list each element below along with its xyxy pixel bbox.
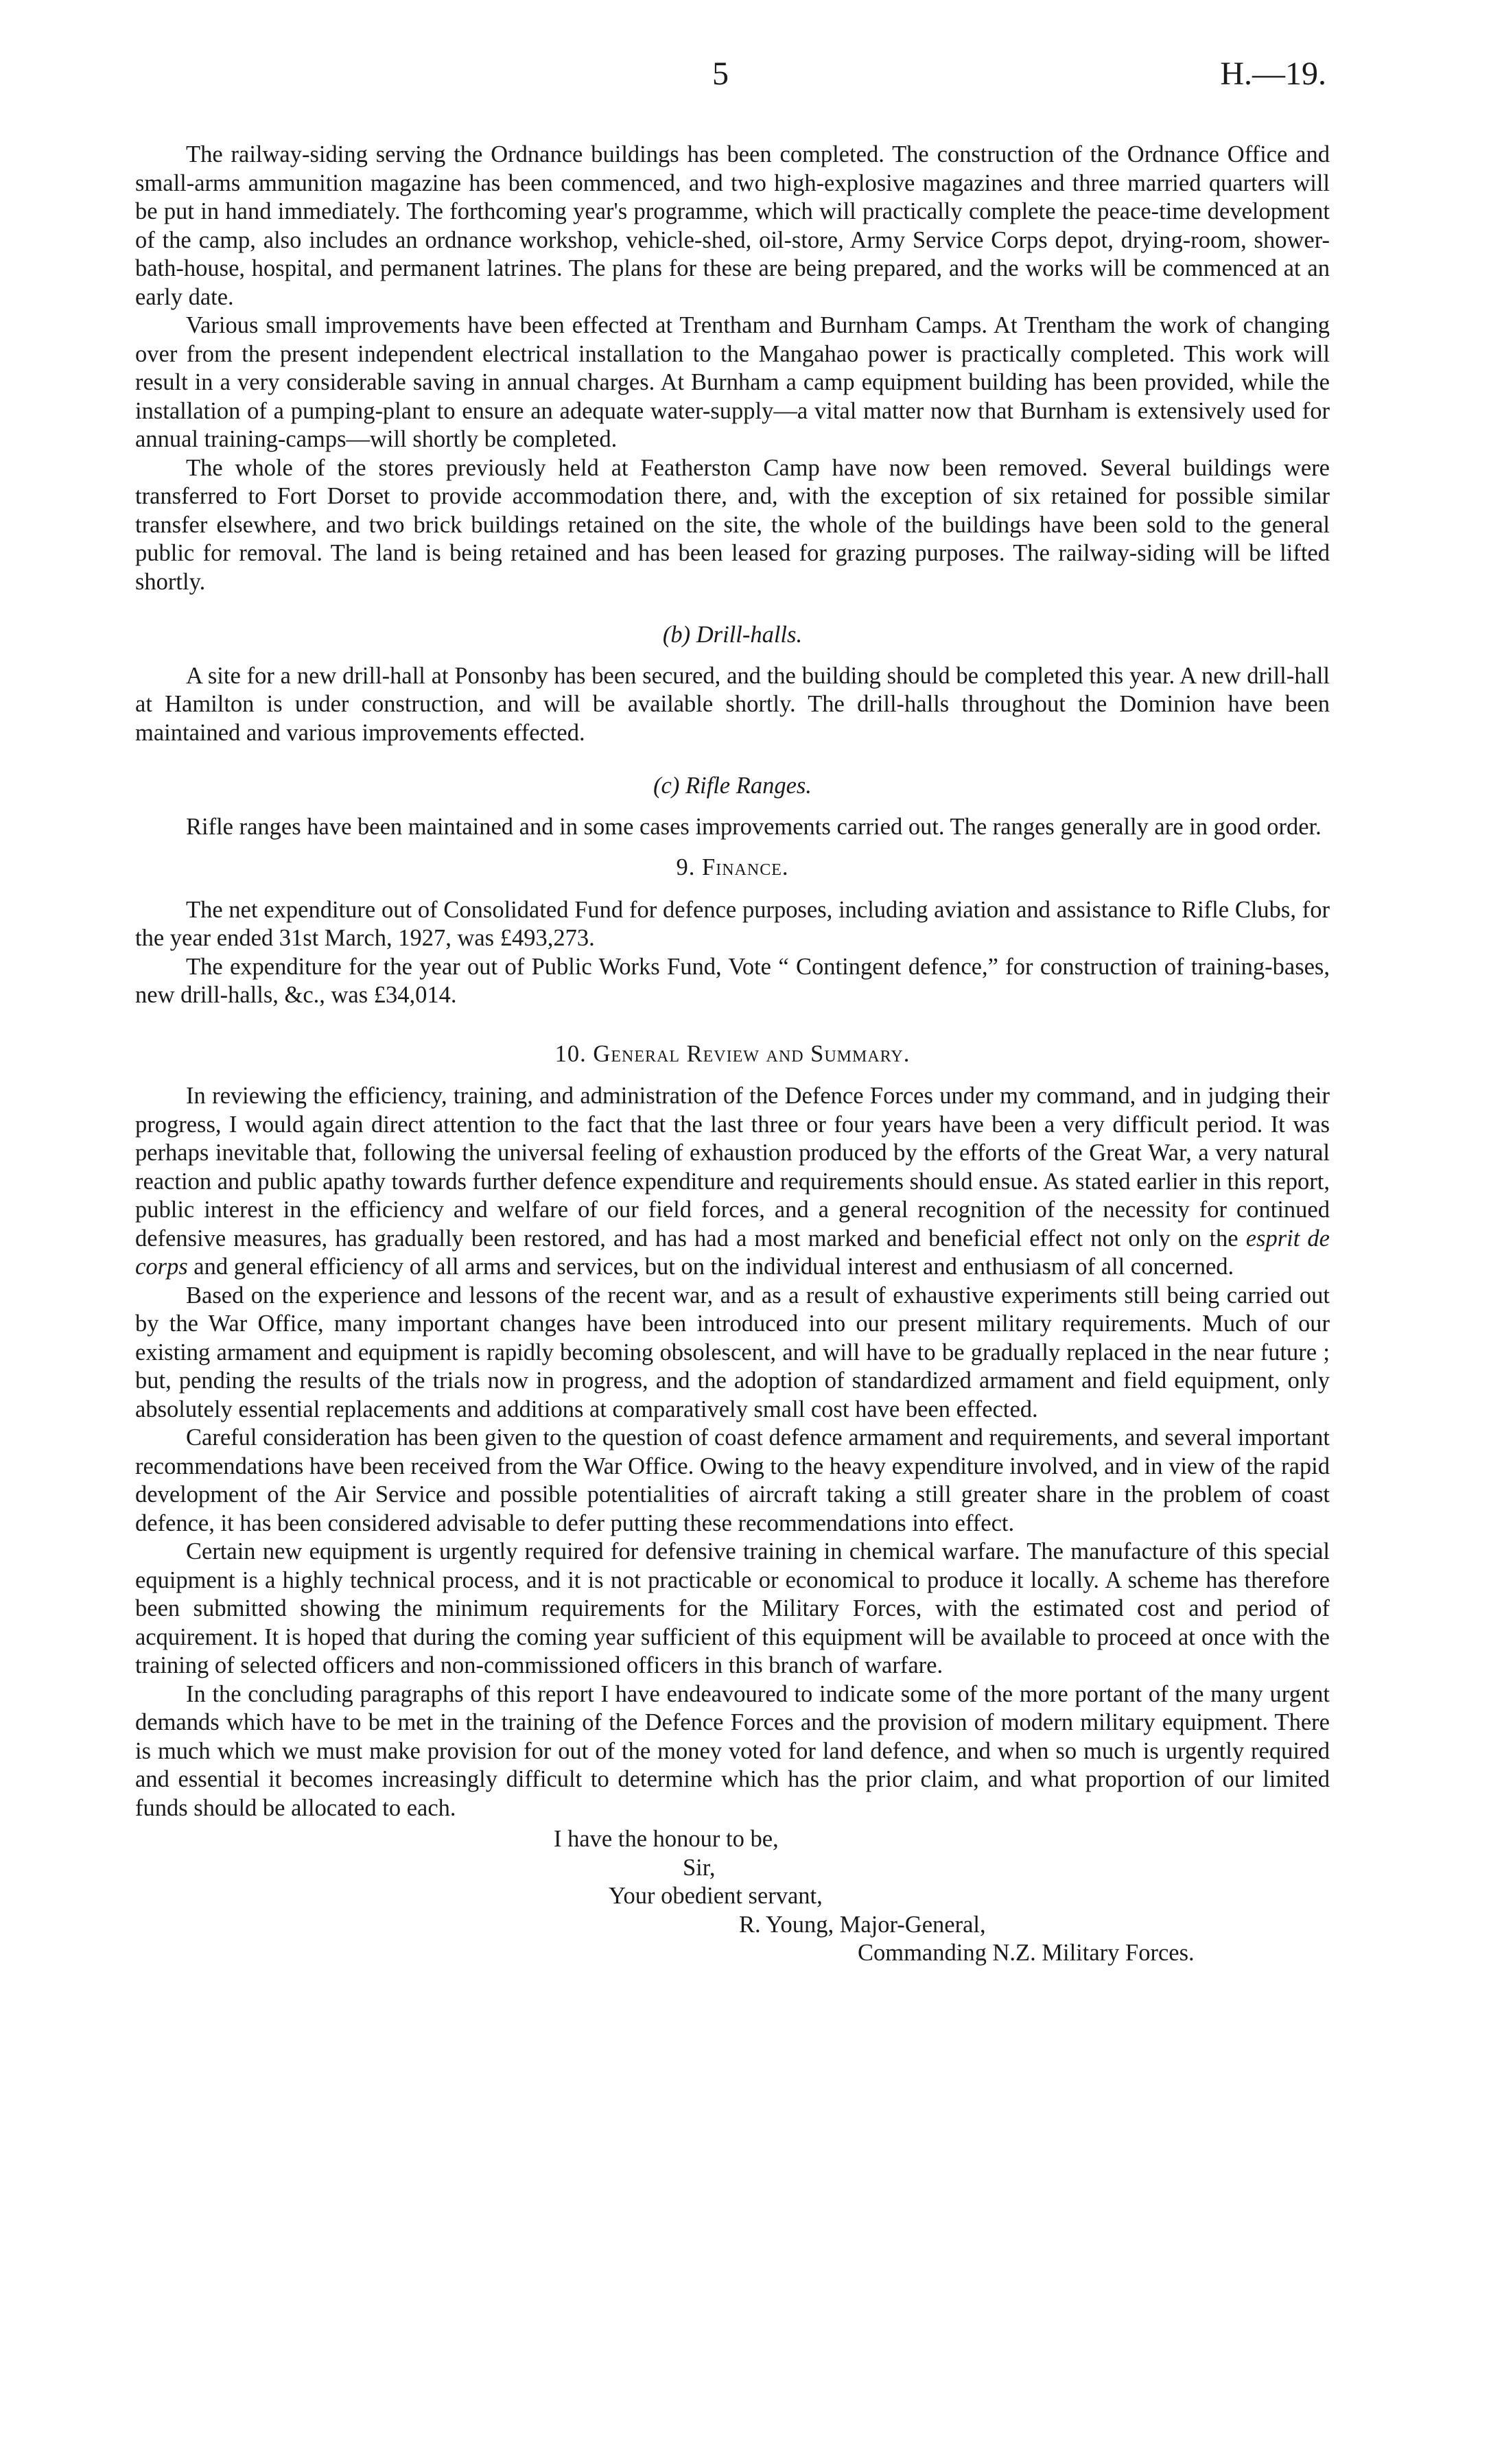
paragraph: Careful consideration has been given to the question of coast defence armament and requirements, and several important recommendations have been received from the War Office. Owing to the heavy expenditure involved, and in view of the rapid development of the Air Service and possible potentialities of aircraft taking a still greater share in the problem of coast defence, it has been considered advisable to defer putting these recommendations into effect. bbox=[135, 1424, 1330, 1536]
paragraph-text: and general efficiency of all arms and services, but on the individual interest and enthusiasm of all concerned. bbox=[187, 1254, 1234, 1280]
paragraph: Rifle ranges have been maintained and in some cases improvements carried out. The ranges generally are in good order. bbox=[186, 813, 1322, 840]
document-reference: H.—19. bbox=[1220, 56, 1326, 92]
signatory-title: Commanding N.Z. Military Forces. bbox=[858, 1940, 1195, 1966]
closing-line: Your obedient servant, bbox=[609, 1883, 823, 1909]
body-text bbox=[135, 141, 1330, 1968]
paragraph bbox=[135, 1082, 1330, 1282]
page-number: 5 bbox=[712, 56, 729, 92]
paragraph: The expenditure for the year out of Public Works Fund, Vote “ Contingent defence,” for construction of training-bases, new drill-halls, &c., was £34,014. bbox=[135, 953, 1330, 1008]
paragraph-text: In reviewing the efficiency, training, and administration of the Defence Forces under my command, and in judging their progress, I would again direct attention to the fact that the last three or four years have been a very difficult period. It was perhaps inevitable that, following the universal feeling of exhaustion produced by the efforts of the Great War, a very natural reaction and public apathy towards further defence expenditure and requirements should ensue. As stated earlier in this report, public interest in the efficiency and welfare of our field forces, and a general recognition of the necessity for continued defensive measures, has gradually been restored, and has had a most marked and beneficial effect not only on the bbox=[135, 1083, 1330, 1252]
paragraph: Certain new equipment is urgently required for defensive training in chemical warfare. The manufacture of this special equipment is a highly technical process, and it is not practicable or economical to produce it locally. A scheme has therefore been submitted showing the minimum requirements for the Military Forces, with the estimated cost and period of acquirement. It is hoped that during the coming year sufficient of this equipment will be available to proceed at once with the training of selected officers and non-commissioned officers in this branch of warfare. bbox=[135, 1538, 1330, 1678]
paragraph: Based on the experience and lessons of the recent war, and as a result of exhaustive experiments still being carried out by the War Office, many important changes have been introduced into our present military requirements. Much of our existing armament and equipment is rapidly becoming obsolescent, and will have to be gradually replaced in the near future ; but, pending the results of the trials now in progress, and the adoption of standardized armament and field equipment, only absolutely essential replacements and additions at comparatively small cost have been effected. bbox=[135, 1282, 1330, 1422]
paragraph: Various small improvements have been effected at Trentham and Burnham Camps. At Trentham the work of changing over from the present independent electrical installation to the Mangahao power is practically completed. This work will result in a very considerable saving in annual charges. At Burnham a camp equipment building has been provided, while the installation of a pumping-plant to ensure an adequate water-supply—a vital matter now that Burnham is extensively used for annual training-camps—will shortly be completed. bbox=[135, 312, 1330, 452]
paragraph: The whole of the stores previously held at Featherston Camp have now been removed. Several buildings were transferred to Fort Dorset to provide accommodation there, and, with the exception of six retained for possible similar transfer elsewhere, and two brick buildings retained on the site, the whole of the buildings have been sold to the general public for removal. The land is being retained and has been leased for grazing purposes. The railway-siding will be lifted shortly. bbox=[135, 454, 1330, 595]
closing-salutation: Sir, bbox=[683, 1854, 716, 1881]
section-title-finance: 9. Finance. bbox=[676, 854, 789, 880]
subsection-heading-rifle-ranges: (c) Rifle Ranges. bbox=[653, 773, 812, 799]
subsection-heading-drill-halls: (b) Drill-halls. bbox=[662, 622, 803, 648]
page-header bbox=[0, 55, 1491, 110]
paragraph: The railway-siding serving the Ordnance buildings has been completed. The construction of the Ordnance Office and small-arms ammunition magazine has been commenced, and two high-explosive magazines and three married quarters will be put in hand immediately. The forthcoming year's programme, which will practically complete the peace-time development of the camp, also includes an ordnance workshop, vehicle-shed, oil-store, Army Service Corps depot, drying-room, shower-bath-house, hospital, and permanent latrines. The plans for these are being prepared, and the works will be commenced at an early date. bbox=[135, 141, 1330, 310]
paragraph: A site for a new drill-hall at Ponsonby has been secured, and the building should be completed this year. A new drill-hall at Hamilton is under construction, and will be available shortly. The drill-halls throughout the Dominion have been maintained and various improvements effected. bbox=[135, 662, 1330, 746]
signatory-name: R. Young, Major-General, bbox=[739, 1911, 986, 1938]
paragraph: The net expenditure out of Consolidated Fund for defence purposes, including aviation and assistance to Rifle Clubs, for the year ended 31st March, 1927, was £493,273. bbox=[135, 896, 1330, 951]
closing-signature bbox=[135, 1825, 1330, 1968]
closing-line: I have the honour to be, bbox=[554, 1826, 779, 1852]
paragraph: In the concluding paragraphs of this report I have endeavoured to indicate some of the more portant of the many urgent demands which have to be met in the training of the Defence Forces and the provision of modern military equipment. There is much which we must make provision for out of the money voted for land defence, and when so much is urgently required and essential it becomes increasingly difficult to determine which has the prior claim, and what proportion of our limited funds should be allocated to each. bbox=[135, 1680, 1330, 1821]
italic-phrase: esprit de corps bbox=[135, 1225, 1330, 1280]
section-title-general-review: 10. General Review and Summary. bbox=[554, 1040, 911, 1067]
